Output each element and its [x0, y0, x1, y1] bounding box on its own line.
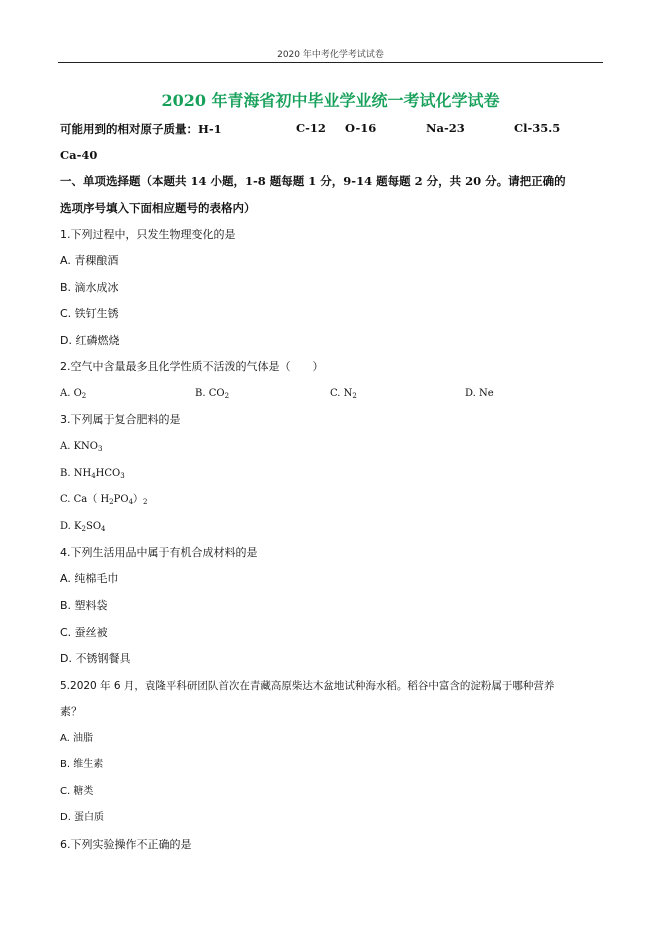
atomic-mass-ca: Ca-40 [60, 148, 98, 162]
atomic-mass-o: O-16 [345, 121, 377, 135]
question-5-option-c: C. 糖类 [60, 786, 94, 797]
question-2-stem: 2.空气中含量最多且化学性质不活泼的气体是（ ） [60, 360, 324, 373]
question-5-option-d: D. 蛋白质 [60, 812, 105, 823]
question-5-option-a: A. 油脂 [60, 733, 94, 744]
header-rule [58, 62, 603, 63]
atomic-mass-c: C-12 [296, 121, 326, 135]
page-title: 2020 年青海省初中毕业学业统一考试化学试卷 [161, 91, 500, 110]
question-2-option-c: C. $N_2$ [330, 388, 357, 400]
question-4-option-d: D. 不锈钢餐具 [60, 652, 131, 665]
question-3-stem: 3.下列属于复合肥料的是 [60, 413, 181, 426]
running-header: 2020 年中考化学考试试卷 [277, 50, 384, 60]
question-3-option-b: B. $NH_4HCO_3$ [60, 468, 125, 480]
question-2-option-a: A. $O_2$ [60, 388, 87, 400]
atomic-mass-cl: Cl-35.5 [514, 121, 561, 135]
question-1-option-c: C. 铁钉生锈 [60, 307, 119, 320]
atomic-mass-na: Na-23 [426, 121, 465, 135]
question-1-option-a: A. 青稞酿酒 [60, 254, 119, 267]
question-4-stem: 4.下列生活用品中属于有机合成材料的是 [60, 546, 258, 559]
question-5-stem-line1: 5.2020 年 6 月，袁隆平科研团队首次在青藏高原柴达木盆地试种海水稻。稻谷中富含的淀粉属于哪种营养 [60, 680, 555, 692]
question-4-option-b: B. 塑料袋 [60, 599, 108, 612]
question-3-option-a: A. $KNO_3$ [60, 441, 103, 453]
question-3-option-c: C. Ca（ $H_2PO_4)_2$ [60, 494, 148, 506]
question-2-option-d: D. Ne [465, 388, 494, 399]
atomic-mass-label: 可能用到的相对原子质量：H-1 [60, 122, 222, 136]
question-5-stem-line2: 素？ [60, 705, 82, 718]
question-5-option-b: B. 维生素 [60, 759, 104, 770]
question-1-option-b: B. 滴水成冰 [60, 281, 119, 294]
question-1-stem: 1.下列过程中，只发生物理变化的是 [60, 228, 236, 241]
question-4-option-c: C. 蚕丝被 [60, 626, 108, 639]
question-1-option-d: D. 红磷燃烧 [60, 334, 120, 347]
section-heading-line1: 一、单项选择题（本题共 14 小题，1-8 题每题 1 分，9-14 题每题 2 分，共 20 分。请把正确的 [60, 174, 566, 188]
question-4-option-a: A. 纯棉毛巾 [60, 572, 119, 585]
question-2-option-b: B. $CO_2$ [195, 388, 230, 400]
question-6-stem: 6.下列实验操作不正确的是 [60, 838, 192, 851]
section-heading-line2: 选项序号填入下面相应题号的表格内） [60, 201, 256, 215]
question-3-option-d: D. $K_2SO_4$ [60, 521, 106, 533]
